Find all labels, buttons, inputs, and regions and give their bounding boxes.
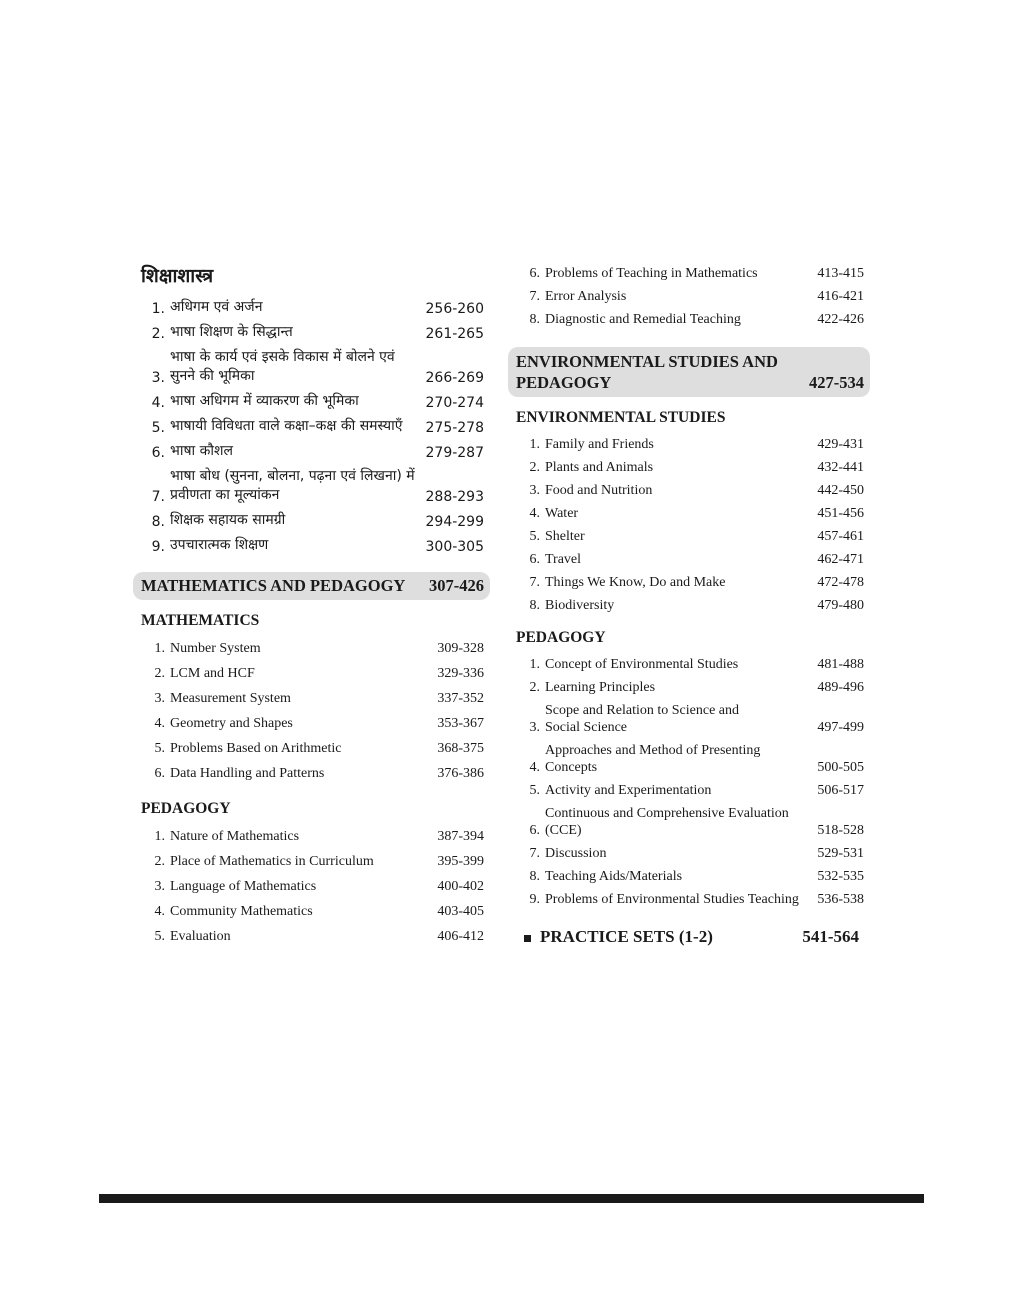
toc-entry[interactable]: 6. Travel 462-471	[529, 552, 864, 567]
toc-entry[interactable]: 3. Measurement System 337-352	[154, 691, 484, 706]
practice-sets-title: PRACTICE SETS (1-2)	[540, 927, 713, 946]
toc-entry[interactable]: 6. Problems of Teaching in Mathematics 413-415	[529, 266, 864, 281]
hindi-toc-list	[133, 295, 490, 558]
toc-entry[interactable]: 1. Number System 309-328	[154, 641, 484, 656]
toc-entry[interactable]: 3. Scope and Relation to Science and Social Science 497-499	[529, 703, 864, 735]
toc-entry[interactable]: 1. अधिगम एवं अर्जन 256-260	[151, 299, 484, 317]
toc-entry[interactable]: 8. शिक्षक सहायक सामग्री 294-299	[151, 512, 484, 530]
toc-entry[interactable]: 9. उपचारात्मक शिक्षण 300-305	[151, 537, 484, 555]
section-header-mathematics[interactable]	[133, 572, 490, 600]
left-column	[133, 262, 490, 949]
toc-entry[interactable]: 8. Diagnostic and Remedial Teaching 422-426	[529, 312, 864, 327]
toc-entry[interactable]: 1. Nature of Mathematics 387-394	[154, 829, 484, 844]
section-header-environmental-studies[interactable]	[508, 347, 870, 397]
toc-entry[interactable]: 4. भाषा अधिगम में व्याकरण की भूमिका 270-274	[151, 393, 484, 411]
section-pages: 427-534	[809, 373, 864, 392]
hindi-section-title: शिक्षाशास्त्र	[141, 265, 214, 287]
subhead-mathematics: MATHEMATICS	[141, 612, 260, 629]
toc-entry[interactable]: 7. Discussion 529-531	[529, 846, 864, 861]
toc-entry[interactable]: 6. Continuous and Comprehensive Evaluation (CCE) 518-528	[529, 806, 864, 838]
right-column	[508, 262, 870, 947]
toc-entry[interactable]: 5. Evaluation 406-412	[154, 929, 484, 944]
toc-entry[interactable]: 2. LCM and HCF 329-336	[154, 666, 484, 681]
toc-entry[interactable]: 3. Food and Nutrition 442-450	[529, 483, 864, 498]
pedagogy-toc-list	[133, 824, 490, 949]
toc-entry[interactable]: 4. Community Mathematics 403-405	[154, 904, 484, 919]
toc-entry[interactable]: 2. Plants and Animals 432-441	[529, 460, 864, 475]
evs-pedagogy-toc-list	[508, 653, 870, 911]
toc-entry[interactable]: 2. Learning Principles 489-496	[529, 680, 864, 695]
subhead-pedagogy: PEDAGOGY	[141, 800, 231, 817]
toc-entry[interactable]: 9. Problems of Environmental Studies Teaching 536-538	[529, 892, 864, 907]
toc-entry[interactable]: 5. Activity and Experimentation 506-517	[529, 783, 864, 798]
toc-entry[interactable]: 8. Teaching Aids/Materials 532-535	[529, 869, 864, 884]
toc-entry[interactable]: 2. Place of Mathematics in Curriculum 395-399	[154, 854, 484, 869]
toc-entry[interactable]: 7. भाषा बोध (सुनना, बोलना, पढ़ना एवं लिखना) में प्रवीणता का मूल्यांकन 288-293	[151, 468, 484, 505]
toc-entry[interactable]: 4. Approaches and Method of Presenting Concepts 500-505	[529, 743, 864, 775]
toc-entry[interactable]: 3. भाषा के कार्य एवं इसके विकास में बोलने एवं सुनने की भूमिका 266-269	[151, 349, 484, 386]
toc-entry[interactable]: 6. Data Handling and Patterns 376-386	[154, 766, 484, 781]
practice-sets-entry[interactable]	[524, 927, 870, 947]
toc-entry[interactable]: 8. Biodiversity 479-480	[529, 598, 864, 613]
toc-entry[interactable]: 1. Concept of Environmental Studies 481-488	[529, 657, 864, 672]
subhead-environmental-studies: ENVIRONMENTAL STUDIES	[516, 409, 726, 426]
footer-rule	[99, 1194, 924, 1203]
subhead-pedagogy: PEDAGOGY	[516, 629, 606, 646]
section-pages: 307-426	[429, 576, 484, 595]
toc-entry[interactable]: 5. Shelter 457-461	[529, 529, 864, 544]
toc-entry[interactable]: 7. Error Analysis 416-421	[529, 289, 864, 304]
toc-entry[interactable]: 7. Things We Know, Do and Make 472-478	[529, 575, 864, 590]
toc-entry[interactable]: 1. Family and Friends 429-431	[529, 437, 864, 452]
toc-entry[interactable]: 5. भाषायी विविधता वाले कक्षा–कक्ष की समस्याएँ 275-278	[151, 418, 484, 436]
section-title: ENVIRONMENTAL STUDIES AND PEDAGOGY	[516, 352, 778, 392]
toc-entry[interactable]: 3. Language of Mathematics 400-402	[154, 879, 484, 894]
mathematics-toc-list	[133, 636, 490, 786]
math-pedagogy-continued-list	[508, 262, 870, 331]
section-title: MATHEMATICS AND PEDAGOGY	[141, 576, 406, 595]
toc-entry[interactable]: 5. Problems Based on Arithmetic 368-375	[154, 741, 484, 756]
toc-entry[interactable]: 4. Geometry and Shapes 353-367	[154, 716, 484, 731]
toc-entry[interactable]: 6. भाषा कौशल 279-287	[151, 443, 484, 461]
toc-entry[interactable]: 4. Water 451-456	[529, 506, 864, 521]
toc-entry[interactable]: 2. भाषा शिक्षण के सिद्धान्त 261-265	[151, 324, 484, 342]
square-bullet-icon	[524, 935, 531, 942]
practice-sets-pages: 541-564	[802, 927, 859, 946]
evs-toc-list	[508, 433, 870, 617]
